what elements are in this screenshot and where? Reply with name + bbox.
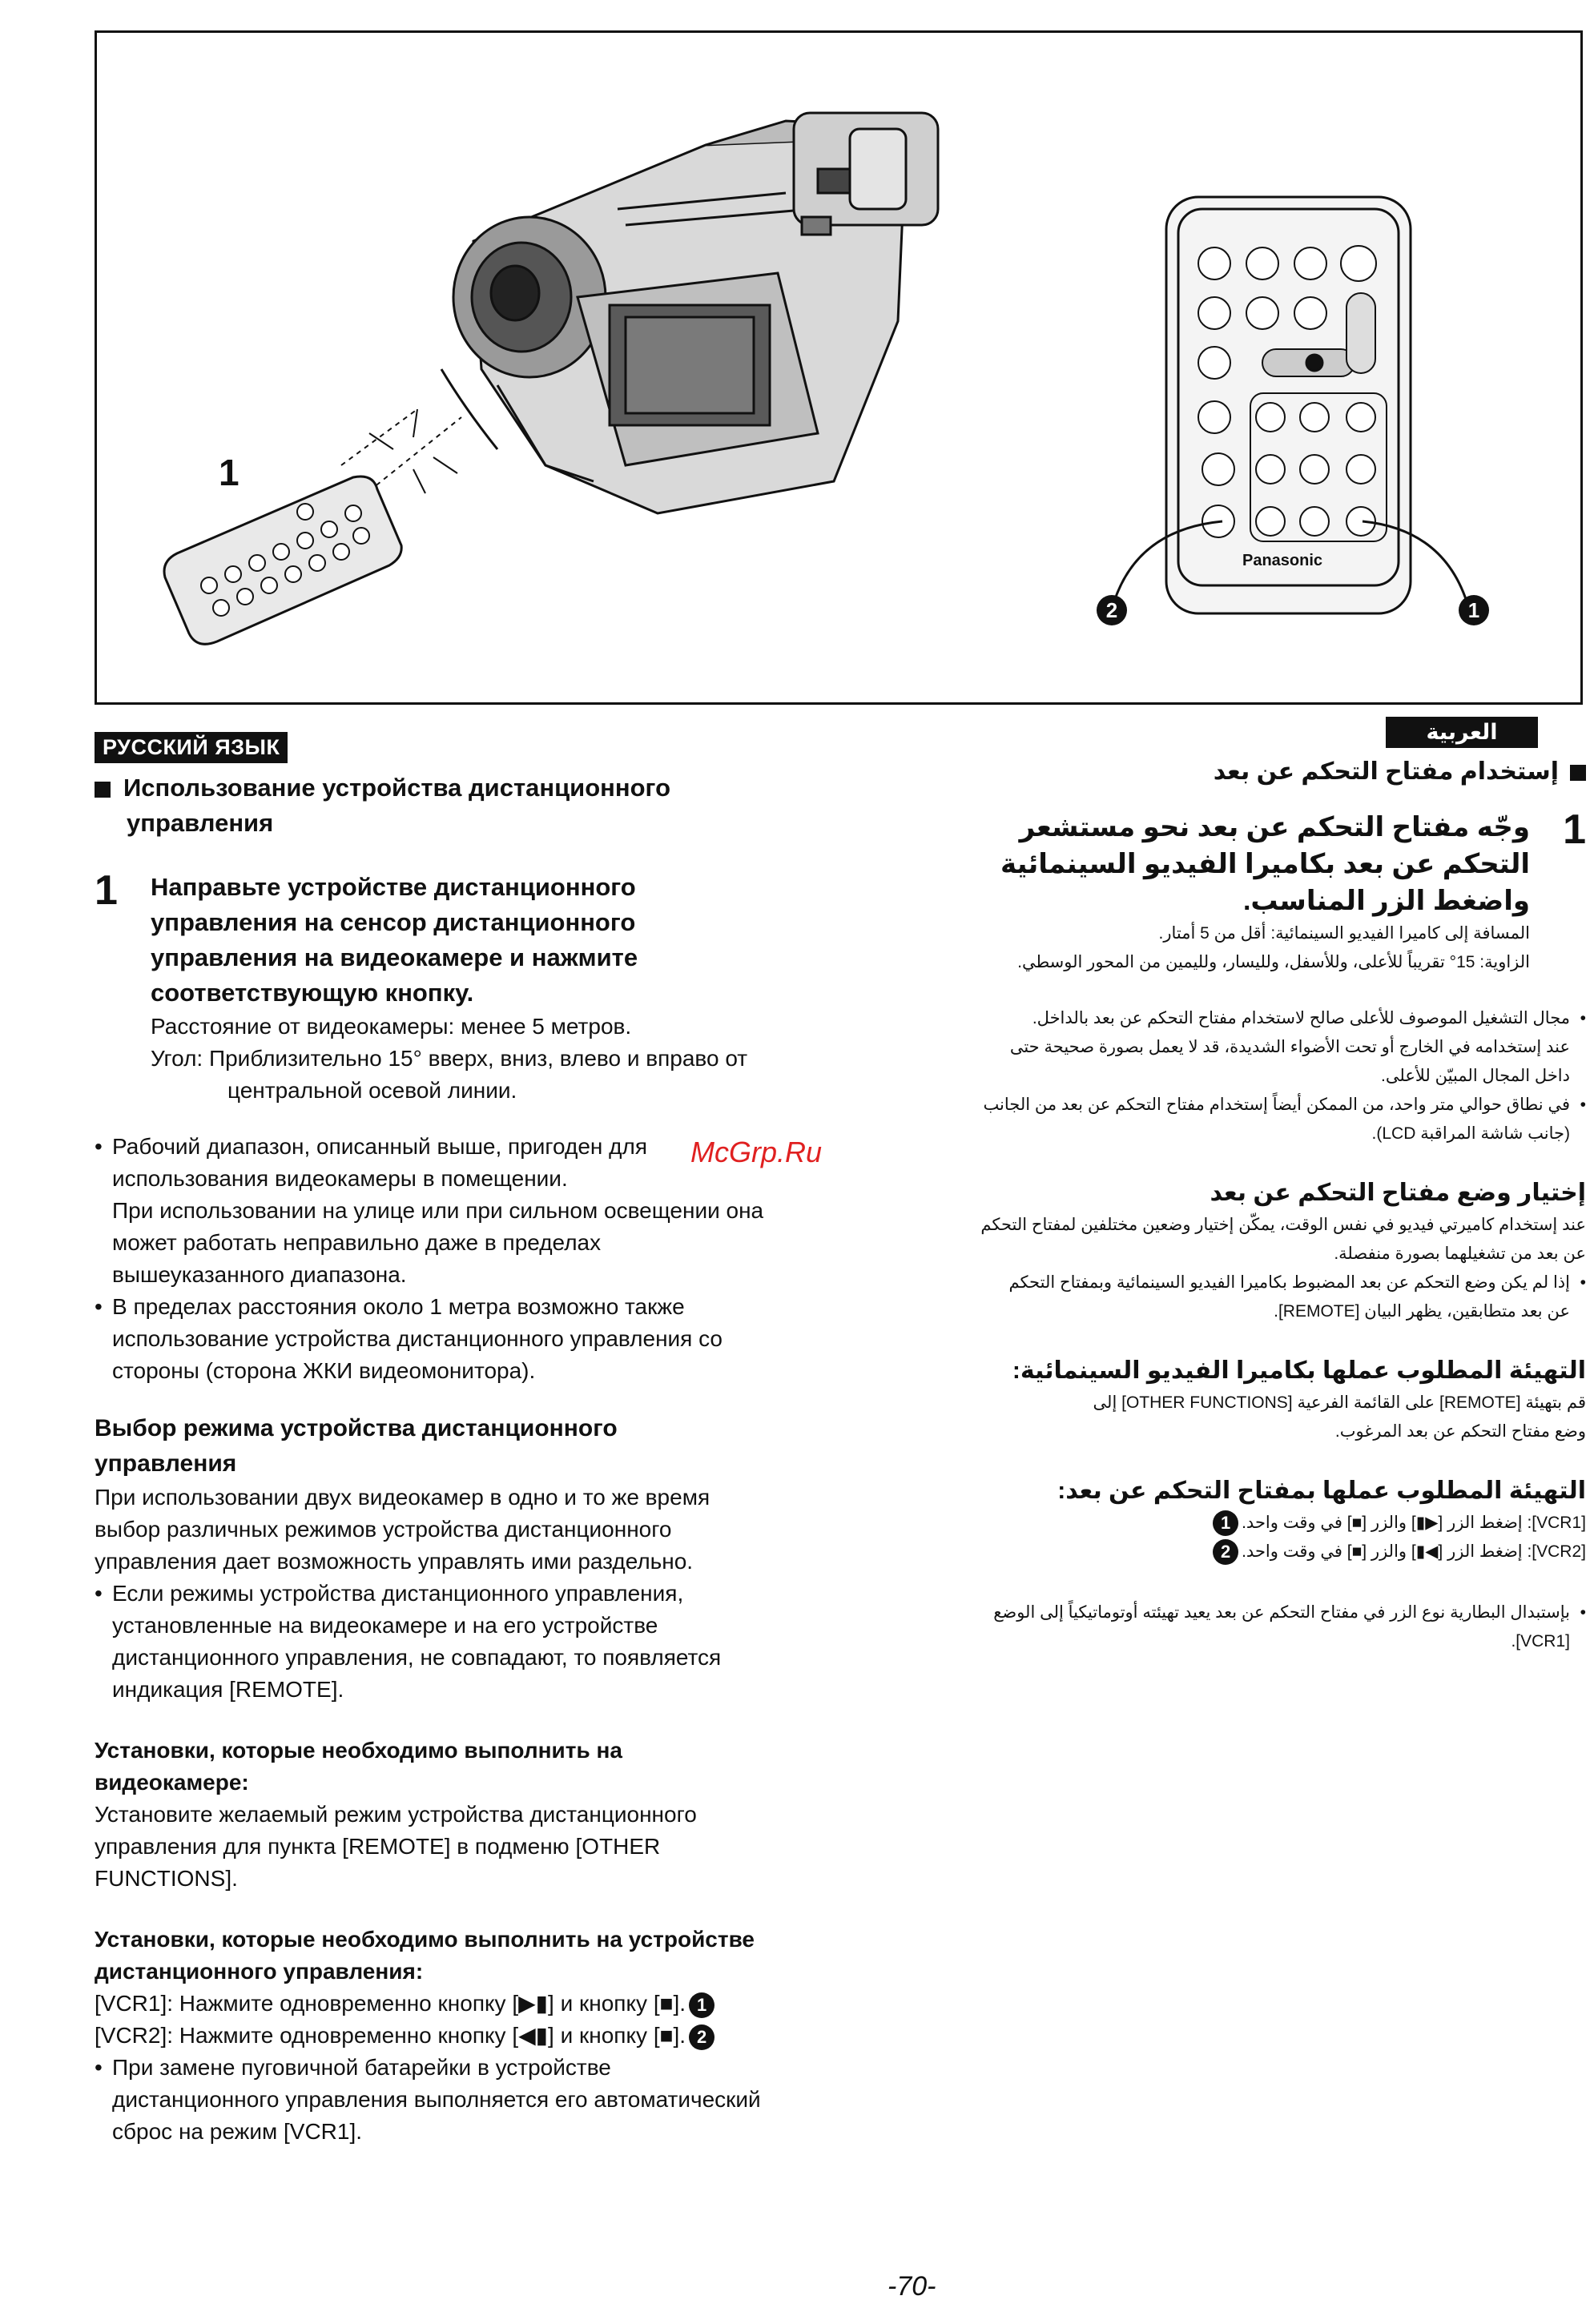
ar-vcr1-line: [VCR1]: إضغط الزر [▶▮] والزر [■] في وقت واحد.1: [937, 1509, 1586, 1538]
callout-label-1: 1: [219, 452, 240, 493]
illustration-frame: [95, 30, 1583, 705]
circle-number-1: 1: [1213, 1510, 1238, 1536]
camcorder-drawing: [441, 113, 938, 513]
camcorder-remote-illustration: [97, 33, 1580, 702]
ru-notes: [95, 1131, 888, 1387]
ar-angle: الزاوية: 15° تقريباً للأعلى، وللأسفل، ولليسار، ولليمين من المحور الوسطي.: [1017, 953, 1530, 971]
ru-note-side: • В пределах расстояния около 1 метра возможно также использование устройства дистанционного управления со стороны (сторона ЖКИ видеомонитора).: [95, 1291, 888, 1387]
circle-number-2: 2: [1213, 1539, 1238, 1565]
large-remote-drawing: [1166, 197, 1411, 613]
ru-camera-settings-title: Установки, которые необходимо выполнить на видеокамере:: [95, 1738, 622, 1795]
ar-section-title: إستخدام مفتاح التحكم عن بعد: [937, 754, 1586, 790]
angle-arrows: [369, 409, 457, 493]
ar-remote-settings-title: التهيئة المطلوب عملها بمفتاح التحكم عن بعد:: [1057, 1478, 1586, 1504]
callout-circle-2: 2: [1097, 595, 1127, 625]
ru-step-1-text: Направьте устройстве дистанционного управления на сенсор дистанционного управления на видеокамере и нажмите соответствующую кнопку.: [151, 873, 638, 1007]
ru-camera-settings-text: Установите желаемый режим устройства дистанционного управления для пункта [REMOTE] в подменю [OTHER FUNCTIONS].: [95, 1802, 697, 1891]
russian-column: [95, 770, 888, 2148]
ar-battery-note: • بإستبدال البطارية نوع الزر في مفتاح التحكم عن بعد يعيد تهيئته أوتوماتيكياً إلى الوضع [VCR1].: [937, 1598, 1586, 1656]
ar-note-side: • في نطاق حوالي متر واحد، من الممكن أيضاً إستخدام مفتاح التحكم عن بعد من الجانب (جانب شاشة المراقبة LCD).: [937, 1091, 1586, 1148]
step-number: 1: [1563, 806, 1586, 853]
ar-step-1: [937, 806, 1586, 977]
ar-mode-title: إختيار وضع مفتاح التحكم عن بعد: [1210, 1180, 1586, 1206]
square-bullet-icon: [95, 782, 111, 798]
ar-camera-settings-text: قم بتهيئة [REMOTE] على القائمة الفرعية [OTHER FUNCTIONS] إلى وضع مفتاح التحكم عن بعد المرغوب.: [1093, 1393, 1586, 1441]
ar-vcr2-line: [VCR2]: إضغط الزر [◀▮] والزر [■] في وقت واحد.2: [937, 1538, 1586, 1566]
ru-note-range: • Рабочий диапазон, описанный выше, пригоден для использования видеокамеры в помещении. При использовании на улице или при сильном освещении она может работать неправильно даже в пределах вышеуказанного диапазона.: [95, 1131, 888, 1291]
ar-mode-text: عند إستخدام كاميرتي فيديو في نفس الوقت، يمكّن إختيار وضعين مختلفين لمفتاح التحكم عن بعد من تشغيلهما بصورة منفصلة.: [980, 1216, 1586, 1263]
ru-mode-title: Выбор режима устройства дистанционного управления: [95, 1415, 618, 1477]
ar-mode-note: • إذا لم يكن وضع التحكم عن بعد المضبوط بكاميرا الفيديو السينمائية وبمفتاح التحكم عن بعد متطابقين، يظهر البيان [REMOTE].: [937, 1269, 1586, 1326]
small-remote-drawing: [164, 476, 401, 644]
circle-number-2: 2: [689, 2024, 714, 2050]
ru-angle: Угол: Приблизительно 15° вверх, вниз, влево и вправо от центральной осевой линии.: [151, 1046, 748, 1103]
ru-vcr2-line: [VCR2]: Нажмите одновременно кнопку [◀▮] и кнопку [■]. 2: [95, 2020, 888, 2052]
ar-step-1-text: وجّه مفتاح التحكم عن بعد نحو مستشعر التحكم عن بعد بكاميرا الفيديو السينمائية واضغط الزر المناسب.: [1000, 812, 1530, 916]
watermark-text: McGrp.Ru: [690, 1136, 823, 1168]
circle-number-1: 1: [689, 1992, 714, 2018]
page-number: -70-: [888, 2271, 936, 2302]
ru-mode-note: • Если режимы устройства дистанционного управления, установленные на видеокамере и на его устройстве дистанционного управления, не совпадают, то появляется индикация [REMOTE].: [95, 1578, 888, 1706]
ru-remote-settings-title: Установки, которые необходимо выполнить на устройстве дистанционного управления:: [95, 1927, 755, 1984]
ru-mode-text: При использовании двух видеокамер в одно и то же время выбор различных режимов устройства дистанционного управления дает возможность управлять ими раздельно.: [95, 1485, 710, 1574]
remote-brand: Panasonic: [1242, 552, 1323, 569]
russian-language-badge: РУССКИЙ ЯЗЫК: [95, 732, 288, 763]
ar-note-range: • مجال التشغيل الموصوف للأعلى صالح لاستخدام مفتاح التحكم عن بعد بالداخل. عند إستخدامه في الخارج أو تحت الأضواء الشديدة، قد لا يعمل بصورة صحيحة حتى داخل المجال المبيّن للأعلى.: [937, 1004, 1586, 1091]
arabic-language-badge: العربية: [1386, 717, 1538, 748]
ru-section-title: Использование устройства дистанционного управления: [95, 770, 888, 841]
ru-battery-note: • При замене пуговичной батарейки в устройстве дистанционного управления выполняется его автоматический сброс на режим [VCR1].: [95, 2052, 888, 2148]
step-number: 1: [95, 867, 118, 914]
ru-distance: Расстояние от видеокамеры: менее 5 метров.: [151, 1014, 632, 1039]
ru-step-1: [95, 867, 888, 1107]
callout-circle-1: 1: [1459, 595, 1489, 625]
arabic-column: [937, 753, 1586, 1656]
ar-distance: المسافة إلى كاميرا الفيديو السينمائية: أقل من 5 أمتار.: [1158, 924, 1530, 943]
ru-vcr1-line: [VCR1]: Нажмите одновременно кнопку [▶▮] и кнопку [■]. 1: [95, 1988, 888, 2020]
square-bullet-icon: [1570, 765, 1586, 781]
ar-notes: [937, 1004, 1586, 1148]
ar-camera-settings-title: التهيئة المطلوب عملها بكاميرا الفيديو السينمائية:: [1012, 1357, 1586, 1384]
